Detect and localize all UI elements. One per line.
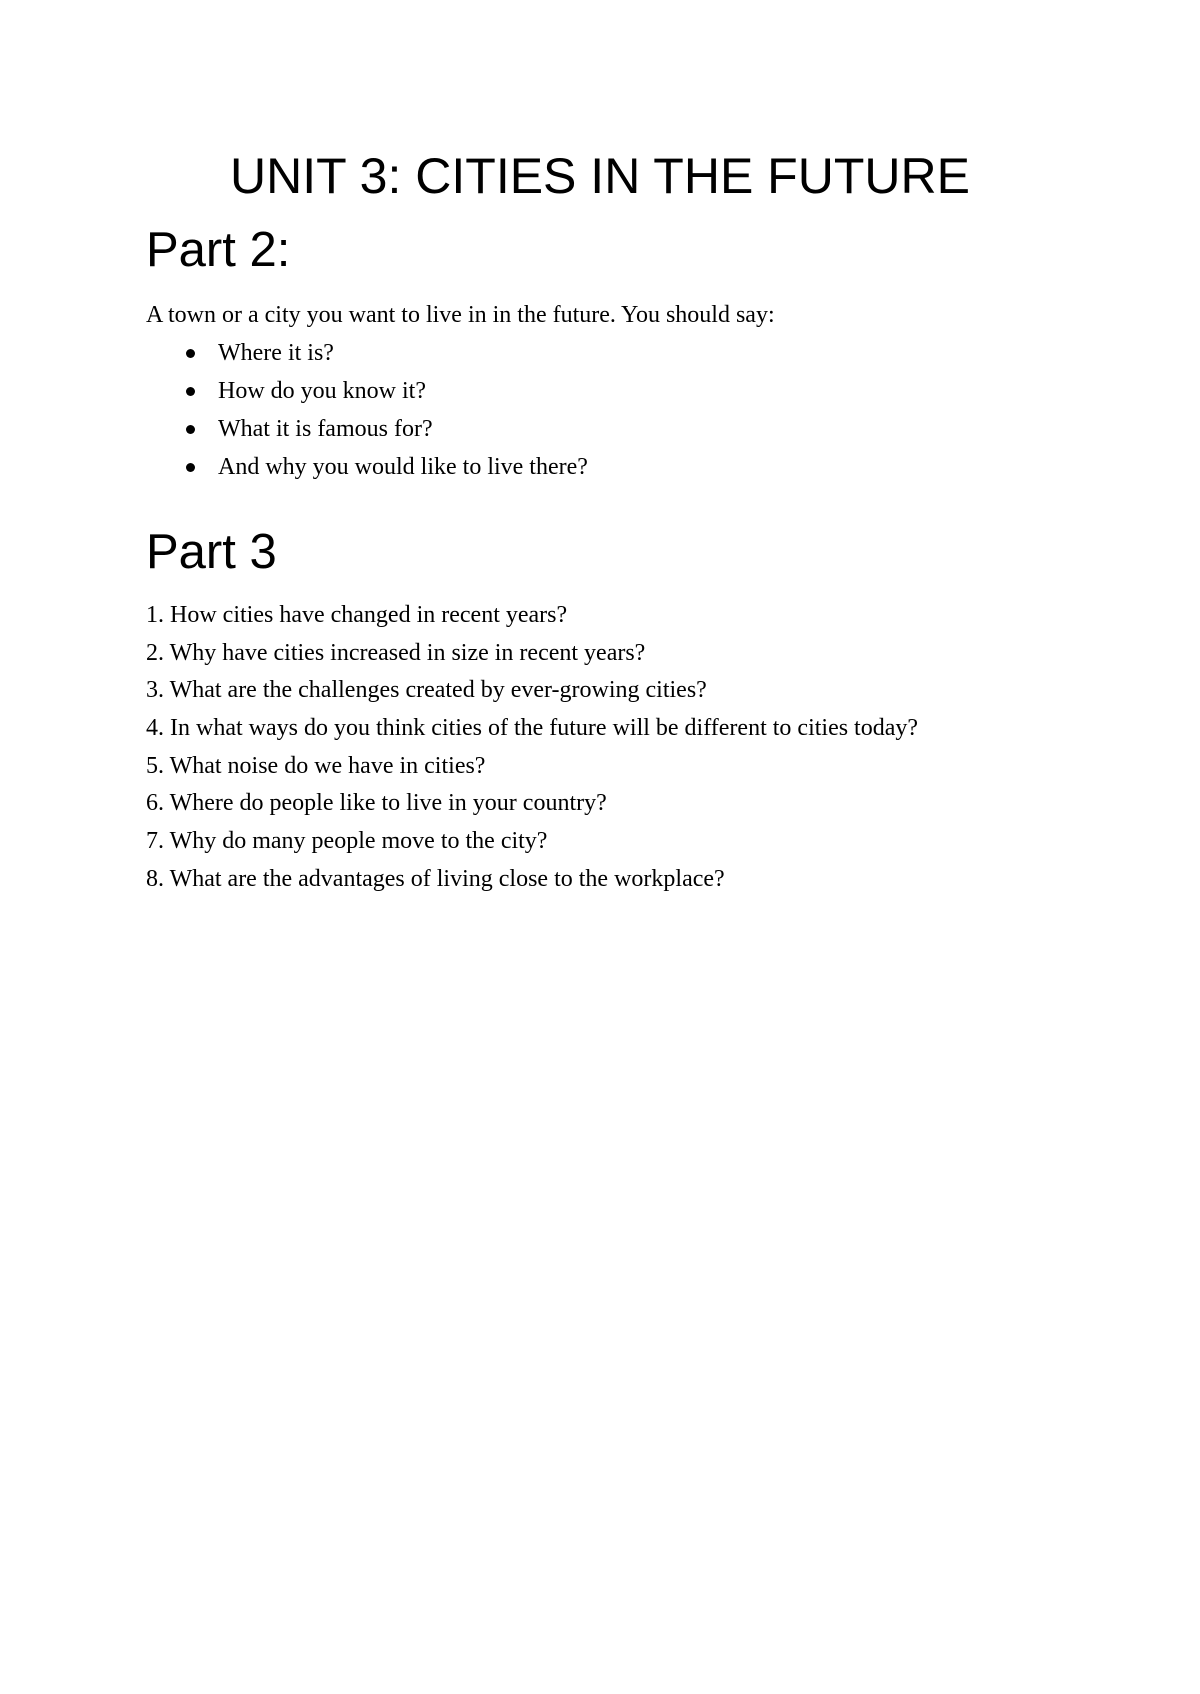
bullet-dot-icon	[186, 387, 195, 396]
page-title: UNIT 3: CITIES IN THE FUTURE	[230, 148, 970, 204]
part2-heading: Part 2:	[146, 223, 291, 277]
part3-heading: Part 3	[146, 525, 277, 579]
bullet-dot-icon	[186, 349, 195, 358]
question-item: 6. Where do people like to live in your country?	[146, 790, 607, 817]
part2-bullet-list	[146, 334, 588, 486]
bullet-dot-icon	[186, 425, 195, 434]
part3-question-list	[146, 597, 918, 899]
bullet-text: Where it is?	[218, 340, 334, 366]
bullet-item	[146, 372, 588, 410]
bullet-text: How do you know it?	[218, 378, 426, 404]
question-item: 7. Why do many people move to the city?	[146, 828, 548, 855]
bullet-item	[146, 334, 588, 372]
question-item: 5. What noise do we have in cities?	[146, 752, 486, 779]
bullet-item	[146, 410, 588, 448]
bullet-text: And why you would like to live there?	[218, 454, 588, 480]
question-item: 2. Why have cities increased in size in recent years?	[146, 639, 646, 666]
question-item: 4. In what ways do you think cities of the future will be different to cities today?	[146, 715, 919, 742]
part2-prompt: A town or a city you want to live in in the future. You should say:	[146, 302, 775, 328]
question-item: 1. How cities have changed in recent years?	[146, 602, 568, 628]
bullet-text: What it is famous for?	[218, 416, 433, 442]
question-item: 8. What are the advantages of living close to the workplace?	[146, 865, 725, 892]
bullet-dot-icon	[186, 463, 195, 472]
question-item: 3. What are the challenges created by ever-growing cities?	[146, 677, 707, 704]
bullet-item	[146, 448, 588, 486]
